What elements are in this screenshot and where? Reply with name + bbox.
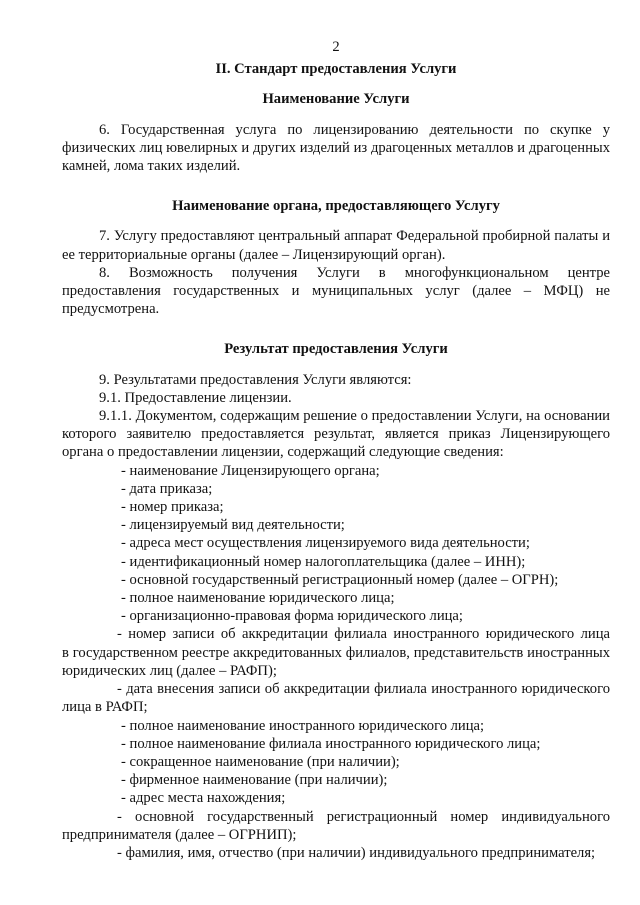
list-item: - полное наименование юридического лица; bbox=[121, 590, 395, 607]
list-item: - номер приказа; bbox=[121, 499, 224, 516]
paragraph-6: 6. Государственная услуга по лицензированию деятельности по скупке у физических лиц ювелирных и других изделий из драгоценных металлов и драгоценных камней, лома таких изделий. bbox=[62, 121, 610, 175]
paragraph-8: 8. Возможность получения Услуги в многофункциональном центре предоставления государственных и муниципальных услуг (далее – МФЦ) не предусмотрена. bbox=[62, 264, 610, 318]
list-item: - лицензируемый вид деятельности; bbox=[121, 517, 345, 534]
list-item: - сокращенное наименование (при наличии); bbox=[121, 753, 400, 770]
list-item: - организационно-правовая форма юридического лица; bbox=[121, 608, 463, 625]
section-title: II. Стандарт предоставления Услуги bbox=[215, 61, 457, 78]
list-item: - основной государственный регистрационный номер (далее – ОГРН); bbox=[121, 571, 559, 588]
page-number: 2 bbox=[332, 39, 340, 55]
list-item-long bbox=[62, 625, 610, 680]
list-item: - адреса мест осуществления лицензируемого вида деятельности; bbox=[121, 535, 530, 552]
list-item: - идентификационный номер налогоплательщика (далее – ИНН); bbox=[121, 553, 526, 570]
service-name-heading: Наименование Услуги bbox=[262, 91, 410, 108]
result-heading: Результат предоставления Услуги bbox=[224, 341, 448, 358]
paragraph-9: 9. Результатами предоставления Услуги являются: bbox=[99, 371, 412, 388]
list-item: - наименование Лицензирующего органа; bbox=[121, 462, 380, 479]
list-item-long: - основной государственный регистрационный номер индивидуального предпринимателя (далее – ОГРНИП); bbox=[62, 808, 610, 843]
paragraph-9-1: 9.1. Предоставление лицензии. bbox=[99, 389, 292, 406]
list-item: - дата приказа; bbox=[121, 480, 213, 497]
list-item: - фирменное наименование (при наличии); bbox=[121, 772, 388, 789]
list-item-long-rest: в государственном реестре аккредитованных филиалов, представительств иностранных юридических лиц (далее – РАФП); bbox=[62, 644, 610, 679]
paragraph-7: 7. Услугу предоставляют центральный аппарат Федеральной пробирной палаты и ее территориальные органы (далее – Лицензирующий орган). bbox=[62, 228, 610, 263]
list-item: - полное наименование иностранного юридического лица; bbox=[121, 717, 485, 734]
authority-heading: Наименование органа, предоставляющего Услугу bbox=[172, 198, 500, 215]
list-item-long-line: - номер записи об аккредитации филиала иностранного юридического лица bbox=[117, 626, 610, 643]
paragraph-9-1-1: 9.1.1. Документом, содержащим решение о предоставлении Услуги, на основании которого заявителю предоставляется результат, является приказ Лицензирующего органа о предоставлении лицензии, содержащий следующие сведения: bbox=[62, 408, 610, 461]
list-item: - полное наименование филиала иностранного юридического лица; bbox=[121, 735, 541, 752]
list-item-long: - дата внесения записи об аккредитации филиала иностранного юридического лица в РАФП; bbox=[62, 681, 610, 716]
list-item: - адрес места нахождения; bbox=[121, 790, 286, 807]
list-item-long: - фамилия, имя, отчество (при наличии) индивидуального предпринимателя; bbox=[117, 844, 596, 861]
